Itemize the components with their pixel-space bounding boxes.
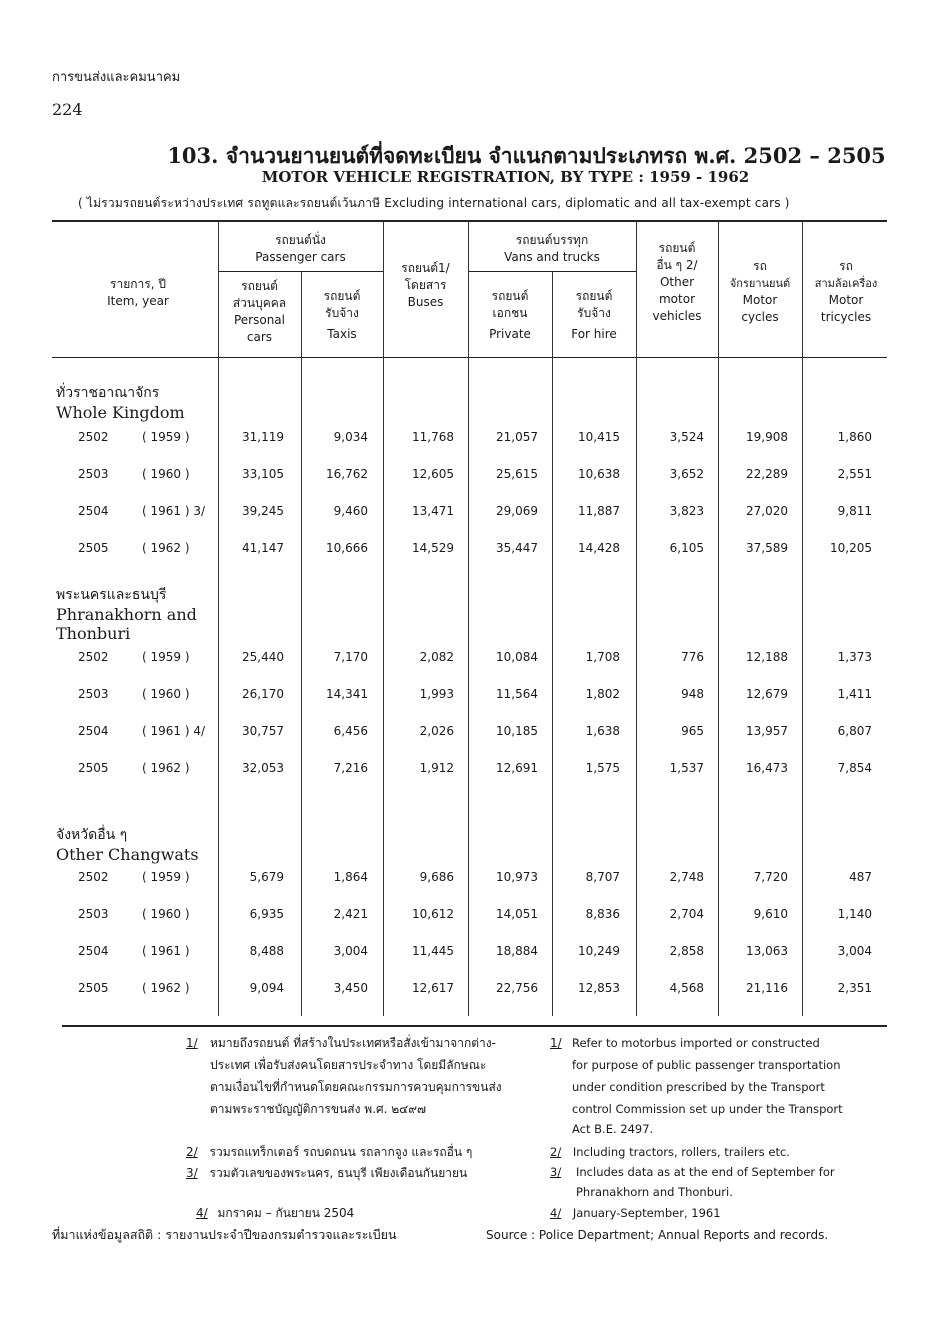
footnote-line: Phranakhorn and Thonburi. <box>576 1185 733 1199</box>
table-cell: 12,617 <box>412 981 454 995</box>
year-ce: ( 1962 ) <box>142 761 190 775</box>
passenger-cars-en: Passenger cars <box>255 250 346 264</box>
tricycles-en2: tricycles <box>820 310 872 324</box>
table-cell: 33,105 <box>242 467 284 481</box>
table-cell: 1,140 <box>837 907 872 921</box>
personal-th2: ส่วนบุคคล <box>232 296 287 310</box>
year-be: 2505 <box>78 981 109 995</box>
personal-en1: Personal <box>233 313 285 327</box>
table-cell: 29,069 <box>496 504 538 518</box>
table-cell: 12,188 <box>746 650 788 664</box>
table-cell: 21,116 <box>746 981 788 995</box>
footnote-line: for purpose of public passenger transportation <box>572 1058 841 1072</box>
table-cell: 14,529 <box>412 541 454 555</box>
table-bottom-rule <box>62 1025 887 1027</box>
table-cell: 25,615 <box>496 467 538 481</box>
personal-cars-header <box>218 278 301 346</box>
footnote-mark: 3/ <box>550 1165 562 1179</box>
column-divider <box>802 221 803 1016</box>
table-cell: 965 <box>681 724 704 738</box>
table-cell: 1,537 <box>669 761 704 775</box>
table-cell: 35,447 <box>496 541 538 555</box>
table-cell: 11,887 <box>578 504 620 518</box>
year-be: 2503 <box>78 907 109 921</box>
year-ce: ( 1961 ) <box>142 944 190 958</box>
table-cell: 6,456 <box>333 724 368 738</box>
table-row <box>0 650 941 672</box>
vans-th: รถยนต์บรรทุก <box>515 233 589 247</box>
table-cell: 21,057 <box>496 430 538 444</box>
table-cell: 1,802 <box>585 687 620 701</box>
table-cell: 22,289 <box>746 467 788 481</box>
table-cell: 41,147 <box>242 541 284 555</box>
table-row <box>0 687 941 709</box>
private-th1: รถยนต์ <box>491 289 529 303</box>
section-en: Other Changwats <box>56 845 199 864</box>
section-th: ทั่วราชอาณาจักร <box>56 385 160 401</box>
for-hire-header <box>552 288 636 343</box>
footnote-1-th <box>186 1032 541 1116</box>
table-cell: 8,707 <box>585 870 620 884</box>
table-cell: 10,185 <box>496 724 538 738</box>
stub-header-th: รายการ, ปี <box>110 277 166 291</box>
table-cell: 14,051 <box>496 907 538 921</box>
table-cell: 3,652 <box>669 467 704 481</box>
table-cell: 10,415 <box>578 430 620 444</box>
table-row <box>0 541 941 563</box>
buses-th2: โดยสาร <box>404 278 447 292</box>
for-hire-th1: รถยนต์ <box>575 289 613 303</box>
table-cell: 11,445 <box>412 944 454 958</box>
footnote-line: under condition prescribed by the Transport <box>572 1080 825 1094</box>
vans-trucks-header <box>468 232 636 266</box>
table-cell: 9,811 <box>837 504 872 518</box>
taxis-en: Taxis <box>327 327 357 341</box>
table-cell: 1,993 <box>419 687 454 701</box>
column-divider <box>636 221 637 1016</box>
footnote-1-en <box>550 1032 890 1136</box>
footnote-line: ตามพระราชบัญญัติการขนส่ง พ.ศ. ๒๔๙๗ <box>210 1102 427 1116</box>
table-cell: 18,884 <box>496 944 538 958</box>
footnote-text: รวมตัวเลขของพระนคร, ธนบุรี เพียงเดือนกันยายน <box>209 1166 468 1180</box>
table-cell: 10,973 <box>496 870 538 884</box>
table-cell: 2,551 <box>837 467 872 481</box>
table-cell: 487 <box>849 870 872 884</box>
other-th2: อื่น ๆ 2/ <box>656 258 698 272</box>
table-cell: 3,823 <box>669 504 704 518</box>
table-cell: 7,854 <box>837 761 872 775</box>
table-row <box>0 870 941 892</box>
table-row <box>0 724 941 746</box>
year-be: 2505 <box>78 541 109 555</box>
motorcycles-en1: Motor <box>742 293 778 307</box>
other-th1: รถยนต์ <box>658 241 696 255</box>
year-ce: ( 1961 ) 4/ <box>142 724 206 738</box>
buses-en: Buses <box>407 295 444 309</box>
table-cell: 9,686 <box>419 870 454 884</box>
footnote-text: January-September, 1961 <box>572 1206 721 1220</box>
taxis-th1: รถยนต์ <box>323 289 361 303</box>
table-cell: 14,341 <box>326 687 368 701</box>
year-ce: ( 1960 ) <box>142 687 190 701</box>
footnote-line: Includes data as at the end of September for <box>576 1165 835 1179</box>
footnote-2-en <box>550 1141 790 1163</box>
footnote-2-th <box>186 1141 472 1163</box>
year-be: 2505 <box>78 761 109 775</box>
header-bottom-rule <box>52 357 887 358</box>
year-ce: ( 1959 ) <box>142 870 190 884</box>
table-cell: 2,748 <box>669 870 704 884</box>
table-cell: 12,605 <box>412 467 454 481</box>
table-cell: 9,034 <box>333 430 368 444</box>
table-cell: 7,216 <box>333 761 368 775</box>
table-cell: 25,440 <box>242 650 284 664</box>
year-be: 2502 <box>78 430 109 444</box>
column-divider <box>718 221 719 1016</box>
stub-header-en: Item, year <box>107 294 169 308</box>
other-vehicles-header <box>636 240 718 325</box>
title-note: ( ไม่รวมรถยนต์ระหว่างประเทศ รถทูตและรถยนต์เว้นภาษี Excluding international cars, diplomatic and all tax-exempt cars ) <box>78 196 790 210</box>
table-cell: 4,568 <box>669 981 704 995</box>
table-cell: 10,612 <box>412 907 454 921</box>
table-cell: 32,053 <box>242 761 284 775</box>
year-be: 2504 <box>78 944 109 958</box>
table-cell: 1,638 <box>585 724 620 738</box>
table-cell: 1,912 <box>419 761 454 775</box>
year-be: 2503 <box>78 467 109 481</box>
table-cell: 14,428 <box>578 541 620 555</box>
table-cell: 948 <box>681 687 704 701</box>
table-cell: 16,762 <box>326 467 368 481</box>
table-cell: 39,245 <box>242 504 284 518</box>
table-cell: 10,205 <box>830 541 872 555</box>
tricycles-en1: Motor <box>828 293 864 307</box>
footnote-mark: 4/ <box>196 1206 208 1220</box>
personal-en2: cars <box>246 330 273 344</box>
table-row <box>0 944 941 966</box>
buses-th1: รถยนต์1/ <box>401 261 450 275</box>
table-cell: 12,679 <box>746 687 788 701</box>
table-cell: 30,757 <box>242 724 284 738</box>
year-ce: ( 1959 ) <box>142 430 190 444</box>
other-en3: vehicles <box>652 309 702 323</box>
tricycles-th1: รถ <box>839 259 853 273</box>
taxis-th2: รับจ้าง <box>325 306 359 320</box>
year-ce: ( 1960 ) <box>142 907 190 921</box>
footnote-line: หมายถึงรถยนต์ ที่สร้างในประเทศหรือสั่งเข้ามาจากต่าง- <box>210 1036 496 1050</box>
motorcycles-th1: รถ <box>753 259 767 273</box>
year-ce: ( 1960 ) <box>142 467 190 481</box>
title-english: MOTOR VEHICLE REGISTRATION, BY TYPE : 1959 - 1962 <box>261 168 750 186</box>
footnote-mark: 3/ <box>186 1166 198 1180</box>
footnote-text: Including tractors, rollers, trailers etc. <box>572 1145 790 1159</box>
motorcycles-en2: cycles <box>741 310 779 324</box>
buses-header <box>383 260 468 311</box>
table-cell: 9,610 <box>753 907 788 921</box>
year-ce: ( 1962 ) <box>142 541 190 555</box>
section-en: Whole Kingdom <box>56 403 185 422</box>
footnote-mark: 1/ <box>550 1036 562 1050</box>
year-be: 2502 <box>78 870 109 884</box>
footnote-mark: 2/ <box>186 1145 198 1159</box>
stub-header <box>78 276 198 310</box>
table-row <box>0 761 941 783</box>
table-cell: 1,373 <box>837 650 872 664</box>
tricycles-header <box>802 258 890 326</box>
table-cell: 12,691 <box>496 761 538 775</box>
motorcycles-header <box>718 258 802 326</box>
table-cell: 2,858 <box>669 944 704 958</box>
table-cell: 7,720 <box>753 870 788 884</box>
table-cell: 19,908 <box>746 430 788 444</box>
table-cell: 2,351 <box>837 981 872 995</box>
section-heading-other-changwats <box>56 826 199 864</box>
footnote-line: ตามเงื่อนไขที่กำหนดโดยคณะกรรมการควบคุมการขนส่ง <box>210 1080 502 1094</box>
year-be: 2503 <box>78 687 109 701</box>
section-heading-phranakhorn <box>56 586 216 643</box>
table-cell: 27,020 <box>746 504 788 518</box>
table-cell: 12,853 <box>578 981 620 995</box>
table-cell: 6,807 <box>837 724 872 738</box>
table-row <box>0 430 941 452</box>
personal-th1: รถยนต์ <box>241 279 278 293</box>
section-en: Phranakhorn and Thonburi <box>56 605 197 643</box>
other-en2: motor <box>658 292 695 306</box>
table-cell: 8,488 <box>249 944 284 958</box>
table-cell: 6,935 <box>249 907 284 921</box>
year-ce: ( 1961 ) 3/ <box>142 504 206 518</box>
table-row <box>0 467 941 489</box>
table-cell: 1,411 <box>837 687 872 701</box>
table-cell: 1,708 <box>585 650 620 664</box>
table-cell: 8,836 <box>585 907 620 921</box>
table-cell: 11,564 <box>496 687 538 701</box>
footnote-line: Refer to motorbus imported or constructed <box>572 1036 820 1050</box>
year-be: 2502 <box>78 650 109 664</box>
table-cell: 1,864 <box>333 870 368 884</box>
year-be: 2504 <box>78 504 109 518</box>
passenger-cars-header <box>218 232 383 266</box>
table-cell: 2,421 <box>333 907 368 921</box>
column-divider <box>383 221 384 1016</box>
table-cell: 13,471 <box>412 504 454 518</box>
for-hire-th2: รับจ้าง <box>577 306 611 320</box>
table-cell: 22,756 <box>496 981 538 995</box>
table-cell: 2,082 <box>419 650 454 664</box>
column-divider <box>552 272 553 1016</box>
table-cell: 2,026 <box>419 724 454 738</box>
section-th: จังหวัดอื่น ๆ <box>56 827 128 843</box>
table-cell: 37,589 <box>746 541 788 555</box>
footnote-3-th <box>186 1162 467 1184</box>
section-th: พระนครและธนบุรี <box>56 587 167 603</box>
title-thai: 103. จำนวนยานยนต์ที่จดทะเบียน จำแนกตามประเภทรถ พ.ศ. 2502 – 2505 <box>167 143 886 168</box>
table-cell: 31,119 <box>242 430 284 444</box>
table-cell: 9,094 <box>249 981 284 995</box>
footnote-mark: 2/ <box>550 1145 562 1159</box>
table-cell: 3,450 <box>333 981 368 995</box>
year-ce: ( 1962 ) <box>142 981 190 995</box>
table-cell: 10,249 <box>578 944 620 958</box>
section-heading-whole-kingdom <box>56 384 185 422</box>
taxis-header <box>301 288 383 343</box>
private-en: Private <box>489 327 531 341</box>
motorcycles-th2: จักรยานยนต์ <box>729 277 791 290</box>
table-cell: 10,084 <box>496 650 538 664</box>
table-row <box>0 981 941 1003</box>
table-cell: 16,473 <box>746 761 788 775</box>
source-en: Source : Police Department; Annual Reports and records. <box>486 1228 829 1242</box>
private-th2: เอกชน <box>492 306 528 320</box>
table-cell: 6,105 <box>669 541 704 555</box>
source-th: ที่มาแห่งข้อมูลสถิติ : รายงานประจำปีของกรมตำรวจและระเบียน <box>52 1227 397 1242</box>
table-row <box>0 504 941 526</box>
table-cell: 3,004 <box>837 944 872 958</box>
footnote-text: รวมรถแทร็กเตอร์ รถบดถนน รถลากจูง และรถอื่น ๆ <box>209 1145 473 1159</box>
column-divider <box>301 272 302 1016</box>
table-cell: 26,170 <box>242 687 284 701</box>
table-cell: 7,170 <box>333 650 368 664</box>
footnote-line: ประเทศ เพื่อรับส่งคนโดยสารประจำทาง โดยมีลักษณะ <box>210 1058 487 1072</box>
table-cell: 11,768 <box>412 430 454 444</box>
footnote-mark: 4/ <box>550 1206 562 1220</box>
other-en1: Other <box>659 275 695 289</box>
tricycles-th2: สามล้อเครื่อง <box>814 277 878 290</box>
for-hire-en: For hire <box>571 327 617 341</box>
footnote-3-en <box>550 1162 835 1199</box>
year-be: 2504 <box>78 724 109 738</box>
table-cell: 13,957 <box>746 724 788 738</box>
table-cell: 3,004 <box>333 944 368 958</box>
table-cell: 776 <box>681 650 704 664</box>
footnote-4-th <box>196 1202 354 1224</box>
table-cell: 13,063 <box>746 944 788 958</box>
table-row <box>0 907 941 929</box>
table-cell: 10,666 <box>326 541 368 555</box>
private-header <box>468 288 552 343</box>
running-head: การขนส่งและคมนาคม <box>52 70 181 85</box>
table-cell: 1,575 <box>585 761 620 775</box>
table-cell: 5,679 <box>249 870 284 884</box>
table-cell: 3,524 <box>669 430 704 444</box>
table-top-rule <box>52 220 887 222</box>
table-cell: 10,638 <box>578 467 620 481</box>
footnote-text: มกราคม – กันยายน 2504 <box>217 1206 355 1220</box>
passenger-cars-th: รถยนต์นั่ง <box>275 233 326 247</box>
table-cell: 1,860 <box>837 430 872 444</box>
footnote-mark: 1/ <box>186 1036 198 1050</box>
year-ce: ( 1959 ) <box>142 650 190 664</box>
table-cell: 9,460 <box>333 504 368 518</box>
page-number: 224 <box>52 100 83 119</box>
table-cell: 2,704 <box>669 907 704 921</box>
vans-en: Vans and trucks <box>504 250 600 264</box>
footnote-line: Act B.E. 2497. <box>572 1122 654 1136</box>
footnote-4-en <box>550 1202 721 1224</box>
footnote-line: control Commission set up under the Transport <box>572 1102 843 1116</box>
